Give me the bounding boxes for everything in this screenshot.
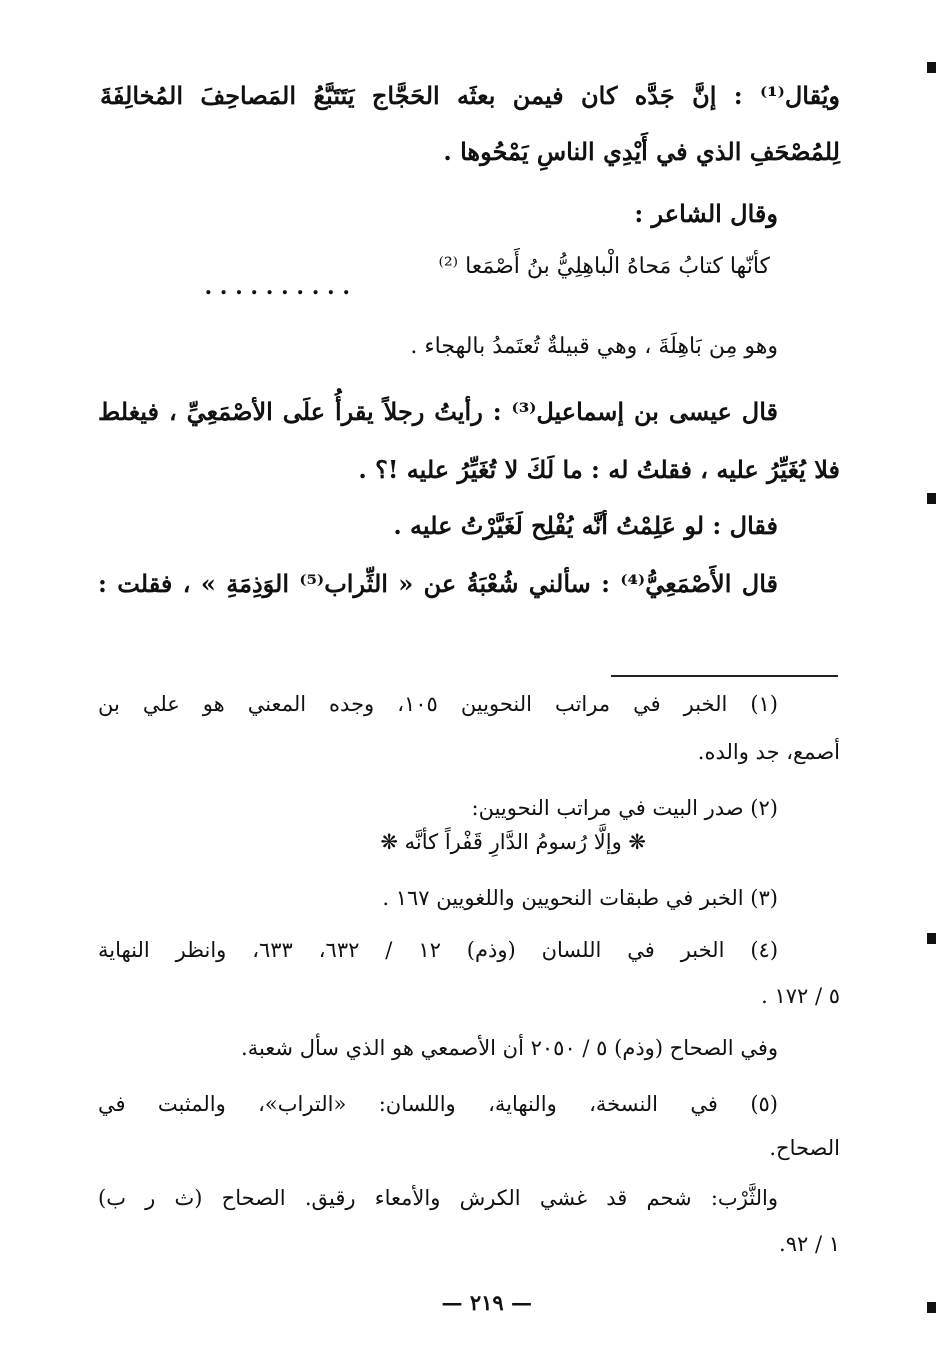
- body-line-2: لِلمُصْحَفِ الذي في أَيْدِي الناسِ يَمْحُوها .: [443, 137, 840, 166]
- footnote-4-line-3: وفي الصحاح (وذم) ٥ / ٢٠٥٠ أن الأصمعي هو الذي سأل شعبة.: [241, 1036, 778, 1060]
- body-line-6: فلا يُغَيِّرُ عليه ، فقلتُ له : ما لَكَ لا تُغَيِّرُ عليه !؟ .: [358, 455, 840, 484]
- footnote-2-verse: ❋ وإلَّا رُسومُ الدَّارِ قَفْراً كأنَّه ❋: [380, 830, 646, 854]
- scan-edge-mark-4: [927, 1302, 936, 1313]
- body-line-1: ويُقال⁽¹⁾ : إنَّ جَدَّه كان فيمن بعثَه الحَجَّاج يَتَتَبَّعُ المَصاحِفَ المُخالِفَةَ: [100, 81, 840, 110]
- verse-ellipsis: . . . . . . . . . .: [204, 274, 350, 300]
- footnote-4-line-2: ٥ / ١٧٢ .: [761, 984, 840, 1008]
- footnote-1-line-1: (١) الخبر في مراتب النحويين ١٠٥، وجده المعني هو علي بن: [98, 692, 778, 716]
- footnote-4-line-1: (٤) الخبر في اللسان (وذم) ١٢ / ٦٣٢، ٦٣٣، وانظر النهاية: [98, 938, 779, 962]
- footnote-5-line-3: والثَّرْب: شحم قد غشي الكرش والأمعاء رقيق. الصحاح (ث ر ب): [98, 1186, 778, 1210]
- footnote-3: (٣) الخبر في طبقات النحويين واللغويين ١٦٧ .: [382, 886, 778, 910]
- body-line-8: قال الأَصْمَعِيُّ⁽⁴⁾ : سألني شُعْبَةُ عن « الثِّراب⁽⁵⁾ الوَذِمَةِ » ، فقلت :: [98, 569, 778, 598]
- page-number: — ٢١٩ —: [441, 1290, 532, 1315]
- scan-edge-mark-1: [927, 62, 936, 73]
- footnote-separator: [611, 675, 838, 677]
- scan-edge-mark-2: [927, 493, 936, 504]
- body-line-4: وهو مِن بَاهِلَةَ ، وهي قبيلةٌ تُعتَمدُ بالهجاء .: [410, 334, 778, 359]
- footnote-5-line-1: (٥) في النسخة، والنهاية، واللسان: «التراب»، والمثبت في: [98, 1092, 778, 1116]
- footnote-5-line-4: ١ / ٩٢.: [779, 1232, 840, 1256]
- verse-line: كأنّها كتابُ مَحاهُ الْباهِلِيُّ بنُ أَصْمَعا ⁽²⁾: [438, 254, 770, 279]
- footnote-2-line-1: (٢) صدر البيت في مراتب النحويين:: [471, 796, 778, 820]
- scan-edge-mark-3: [927, 933, 936, 944]
- footnote-1-line-2: أصمع، جد والده.: [697, 740, 840, 764]
- body-line-3: وقال الشاعر :: [634, 199, 778, 228]
- body-line-5: قال عيسى بن إسماعيل⁽³⁾ : رأيتُ رجلاً يقرأُ علَى الأصْمَعِيِّ ، فيغلط: [98, 397, 778, 426]
- body-line-7: فقال : لو عَلِمْتُ أنَّه يُفْلِح لَغَيَّرْتُ عليه .: [393, 511, 778, 540]
- footnote-5-line-2: الصحاح.: [769, 1136, 840, 1160]
